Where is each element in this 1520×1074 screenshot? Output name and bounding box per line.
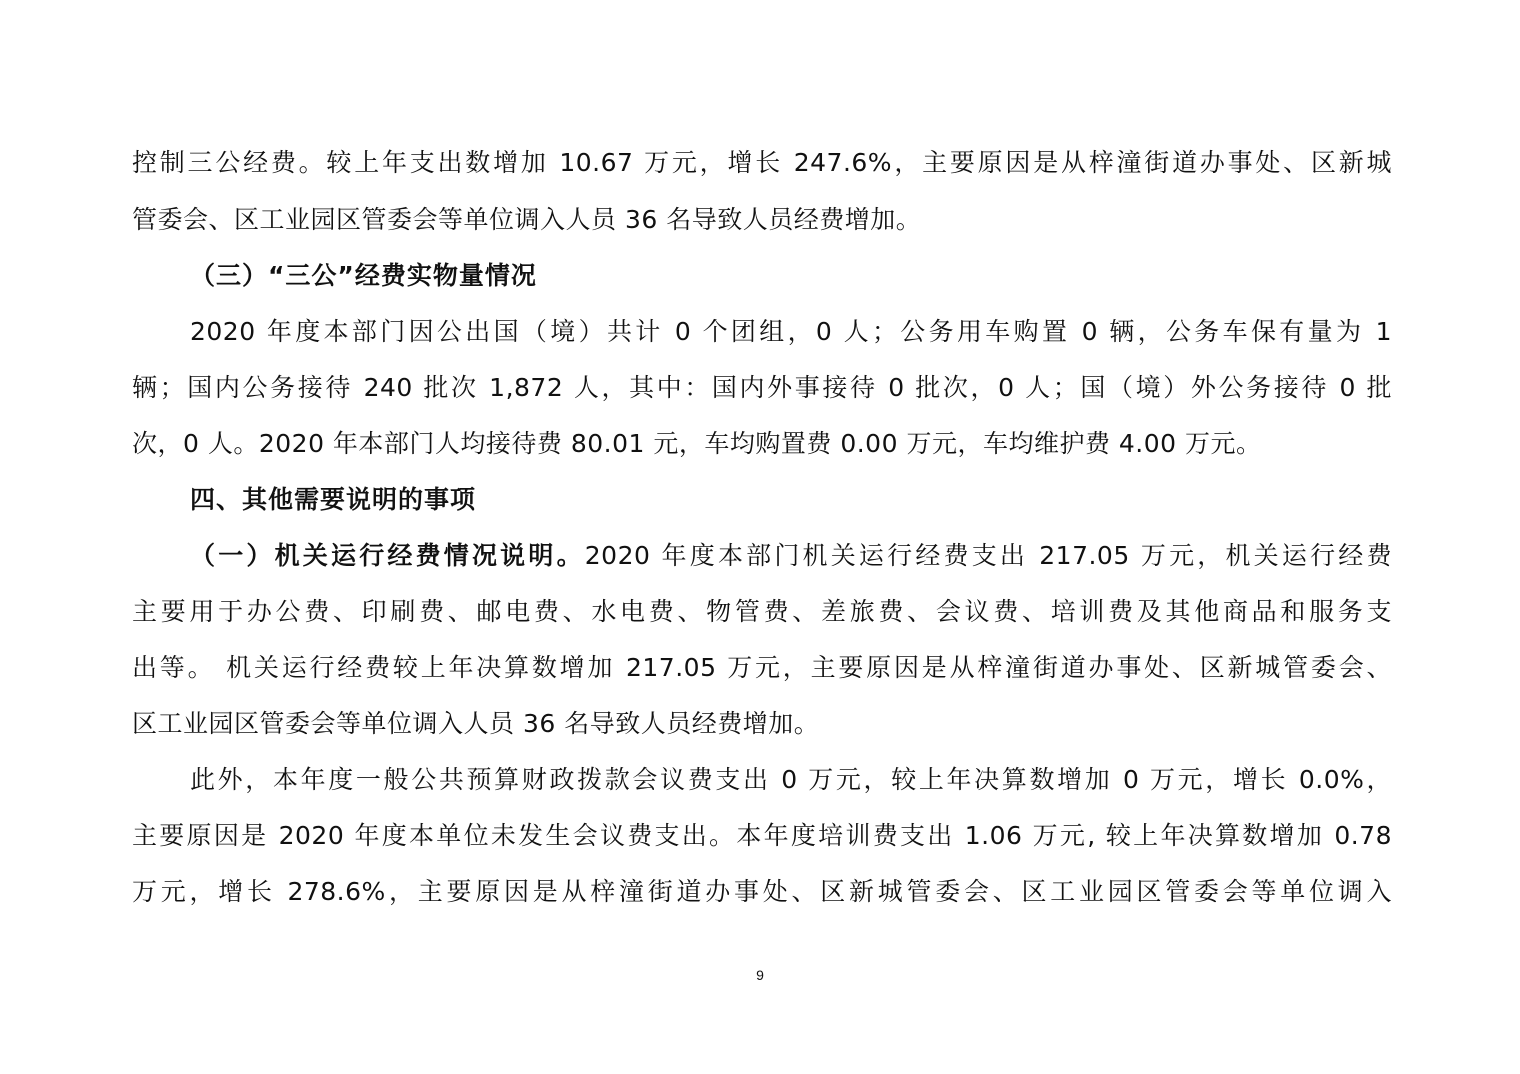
paragraph-line: 区工业园区管委会等单位调入人员 36 名导致人员经费增加。 (132, 709, 820, 738)
paragraph-line: 主要原因是 2020 年度本单位未发生会议费支出。本年度培训费支出 1.06 万元, 较上年决算数增加 0.78 (132, 821, 1392, 850)
paragraph-line: 主要用于办公费、印刷费、邮电费、水电费、物管费、差旅费、会议费、培训费及其他商品和服务支 (132, 597, 1392, 626)
paragraph-line: 此外，本年度一般公共预算财政拨款会议费支出 0 万元，较上年决算数增加 0 万元，增长 0.0%， (190, 765, 1392, 794)
paragraph-line: 出等。 机关运行经费较上年决算数增加 217.05 万元，主要原因是从梓潼街道办事处、区新城管委会、 (132, 653, 1392, 682)
section-heading-other-matters: 四、其他需要说明的事项 (190, 485, 477, 514)
paragraph-line: 控制三公经费。较上年支出数增加 10.67 万元，增长 247.6%，主要原因是从梓潼街道办事处、区新城 (132, 148, 1392, 177)
section-heading-three-public: （三）“三公”经费实物量情况 (190, 261, 537, 290)
paragraph-text: 2020 年度本部门机关运行经费支出 217.05 万元，机关运行经费 (584, 541, 1392, 570)
paragraph-line: 次，0 人。2020 年本部门人均接待费 80.01 元，车均购置费 0.00 万元，车均维护费 4.00 万元。 (132, 429, 1262, 458)
paragraph-line: 辆；国内公务接待 240 批次 1,872 人，其中：国内外事接待 0 批次，0 人；国（境）外公务接待 0 批 (132, 373, 1392, 402)
subsection-lead-operating-funds: （一）机关运行经费情况说明。 (190, 541, 585, 570)
paragraph-line: 万元，增长 278.6%，主要原因是从梓潼街道办事处、区新城管委会、区工业园区管委会等单位调入 (132, 877, 1392, 906)
paragraph-line: 管委会、区工业园区管委会等单位调入人员 36 名导致人员经费增加。 (132, 205, 922, 234)
paragraph-line-with-lead (190, 539, 1392, 573)
paragraph-line: 2020 年度本部门因公出国（境）共计 0 个团组，0 人；公务用车购置 0 辆，公务车保有量为 1 (190, 317, 1392, 346)
page-number: 9 (756, 967, 764, 983)
